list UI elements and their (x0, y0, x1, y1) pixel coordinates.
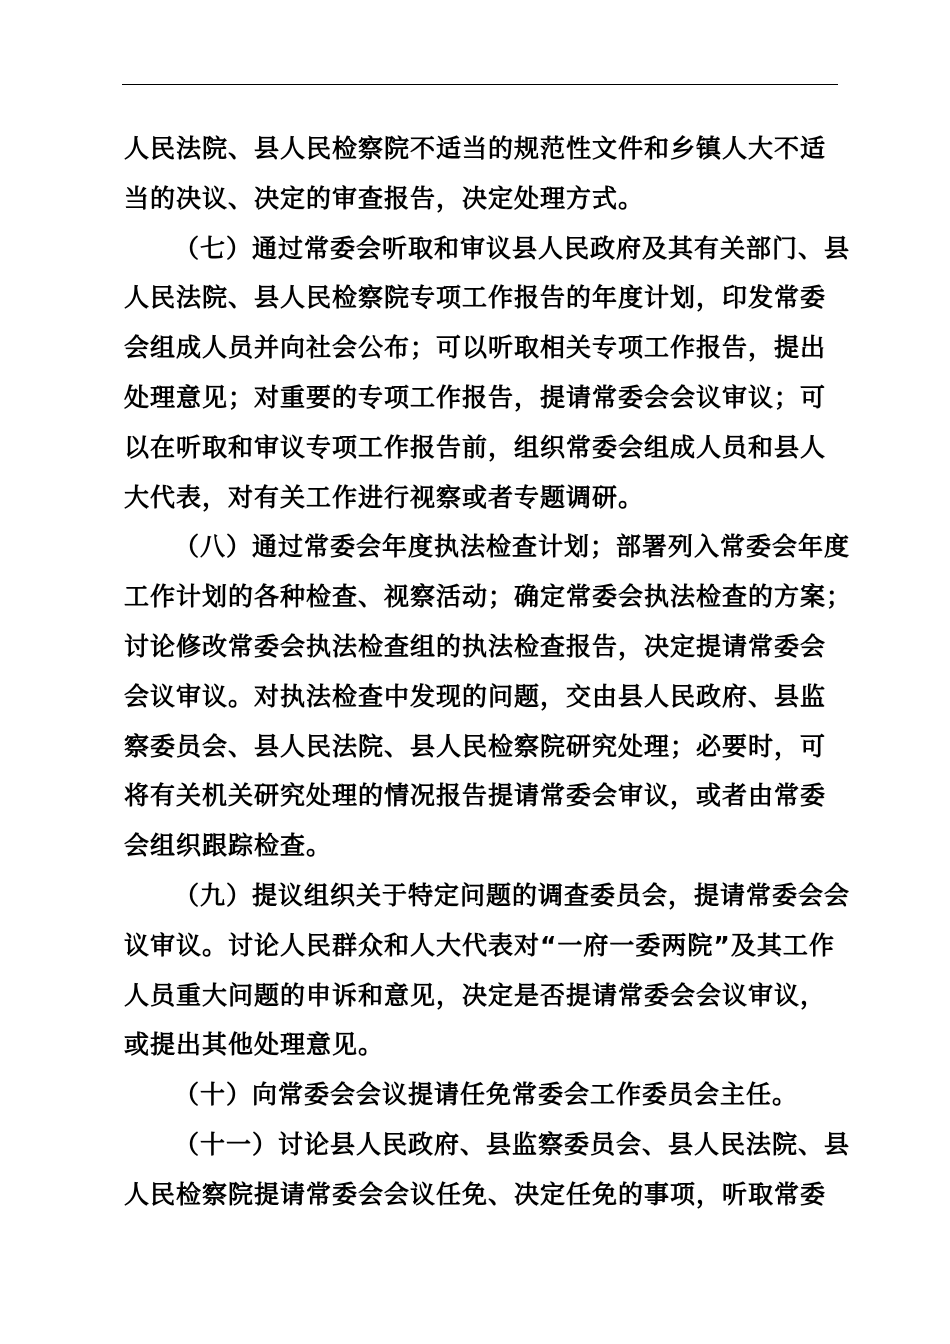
paragraph-item-7 (124, 224, 851, 523)
text-line: 会组成人员并向社会公布；可以听取相关专项工作报告，提出 (124, 333, 827, 363)
text-line: （十一）讨论县人民政府、县监察委员会、县人民法院、县 (174, 1129, 851, 1159)
text-line: （九）提议组织关于特定问题的调查委员会，提请常委会会 (174, 880, 851, 910)
paragraph-continued (124, 124, 840, 224)
text-line: 人民法院、县人民检察院不适当的规范性文件和乡镇人大不适 (124, 134, 827, 163)
text-line: （七）通过常委会听取和审议县人民政府及其有关部门、县 (174, 233, 851, 263)
text-line: 议审议。讨论人民群众和人大代表对“一府一委两院”及其工作 (124, 930, 835, 960)
text-line: 讨论修改常委会执法检查组的执法检查报告，决定提请常委会 (124, 631, 827, 661)
text-line: 或提出其他处理意见。 (124, 1030, 385, 1060)
paragraph-item-8 (124, 522, 853, 871)
text-line: 人员重大问题的申诉和意见，决定是否提请常委会会议审议， (124, 980, 827, 1010)
text-line: （十）向常委会会议提请任免常委会工作委员会主任。 (174, 1080, 799, 1110)
text-line: 大代表，对有关工作进行视察或者专题调研。 (124, 482, 645, 512)
text-line: 处理意见；对重要的专项工作报告，提请常委会会议审议；可 (124, 382, 827, 412)
text-line: 以在听取和审议专项工作报告前，组织常委会组成人员和县人 (124, 432, 827, 462)
text-line: 人民法院、县人民检察院专项工作报告的年度计划，印发常委 (124, 283, 827, 313)
text-line: （八）通过常委会年度执法检查计划；部署列入常委会年度 (174, 532, 851, 562)
text-line: 将有关机关研究处理的情况报告提请常委会审议，或者由常委 (124, 781, 827, 811)
paragraph-item-9 (124, 871, 851, 1070)
text-line: 工作计划的各种检查、视察活动；确定常委会执法检查的方案； (124, 582, 853, 612)
header-rule (122, 84, 838, 85)
paragraph-item-10 (124, 1070, 840, 1120)
text-line: 当的决议、决定的审查报告，决定处理方式。 (124, 183, 645, 213)
paragraph-item-11 (124, 1120, 851, 1220)
text-line: 会议审议。对执法检查中发现的问题，交由县人民政府、县监 (124, 681, 827, 711)
text-line: 人民检察院提请常委会会议任免、决定任免的事项，听取常委 (124, 1179, 827, 1209)
text-line: 会组织跟踪检查。 (124, 831, 333, 861)
document-body (124, 124, 853, 1220)
text-line: 察委员会、县人民法院、县人民检察院研究处理；必要时，可 (124, 731, 827, 761)
